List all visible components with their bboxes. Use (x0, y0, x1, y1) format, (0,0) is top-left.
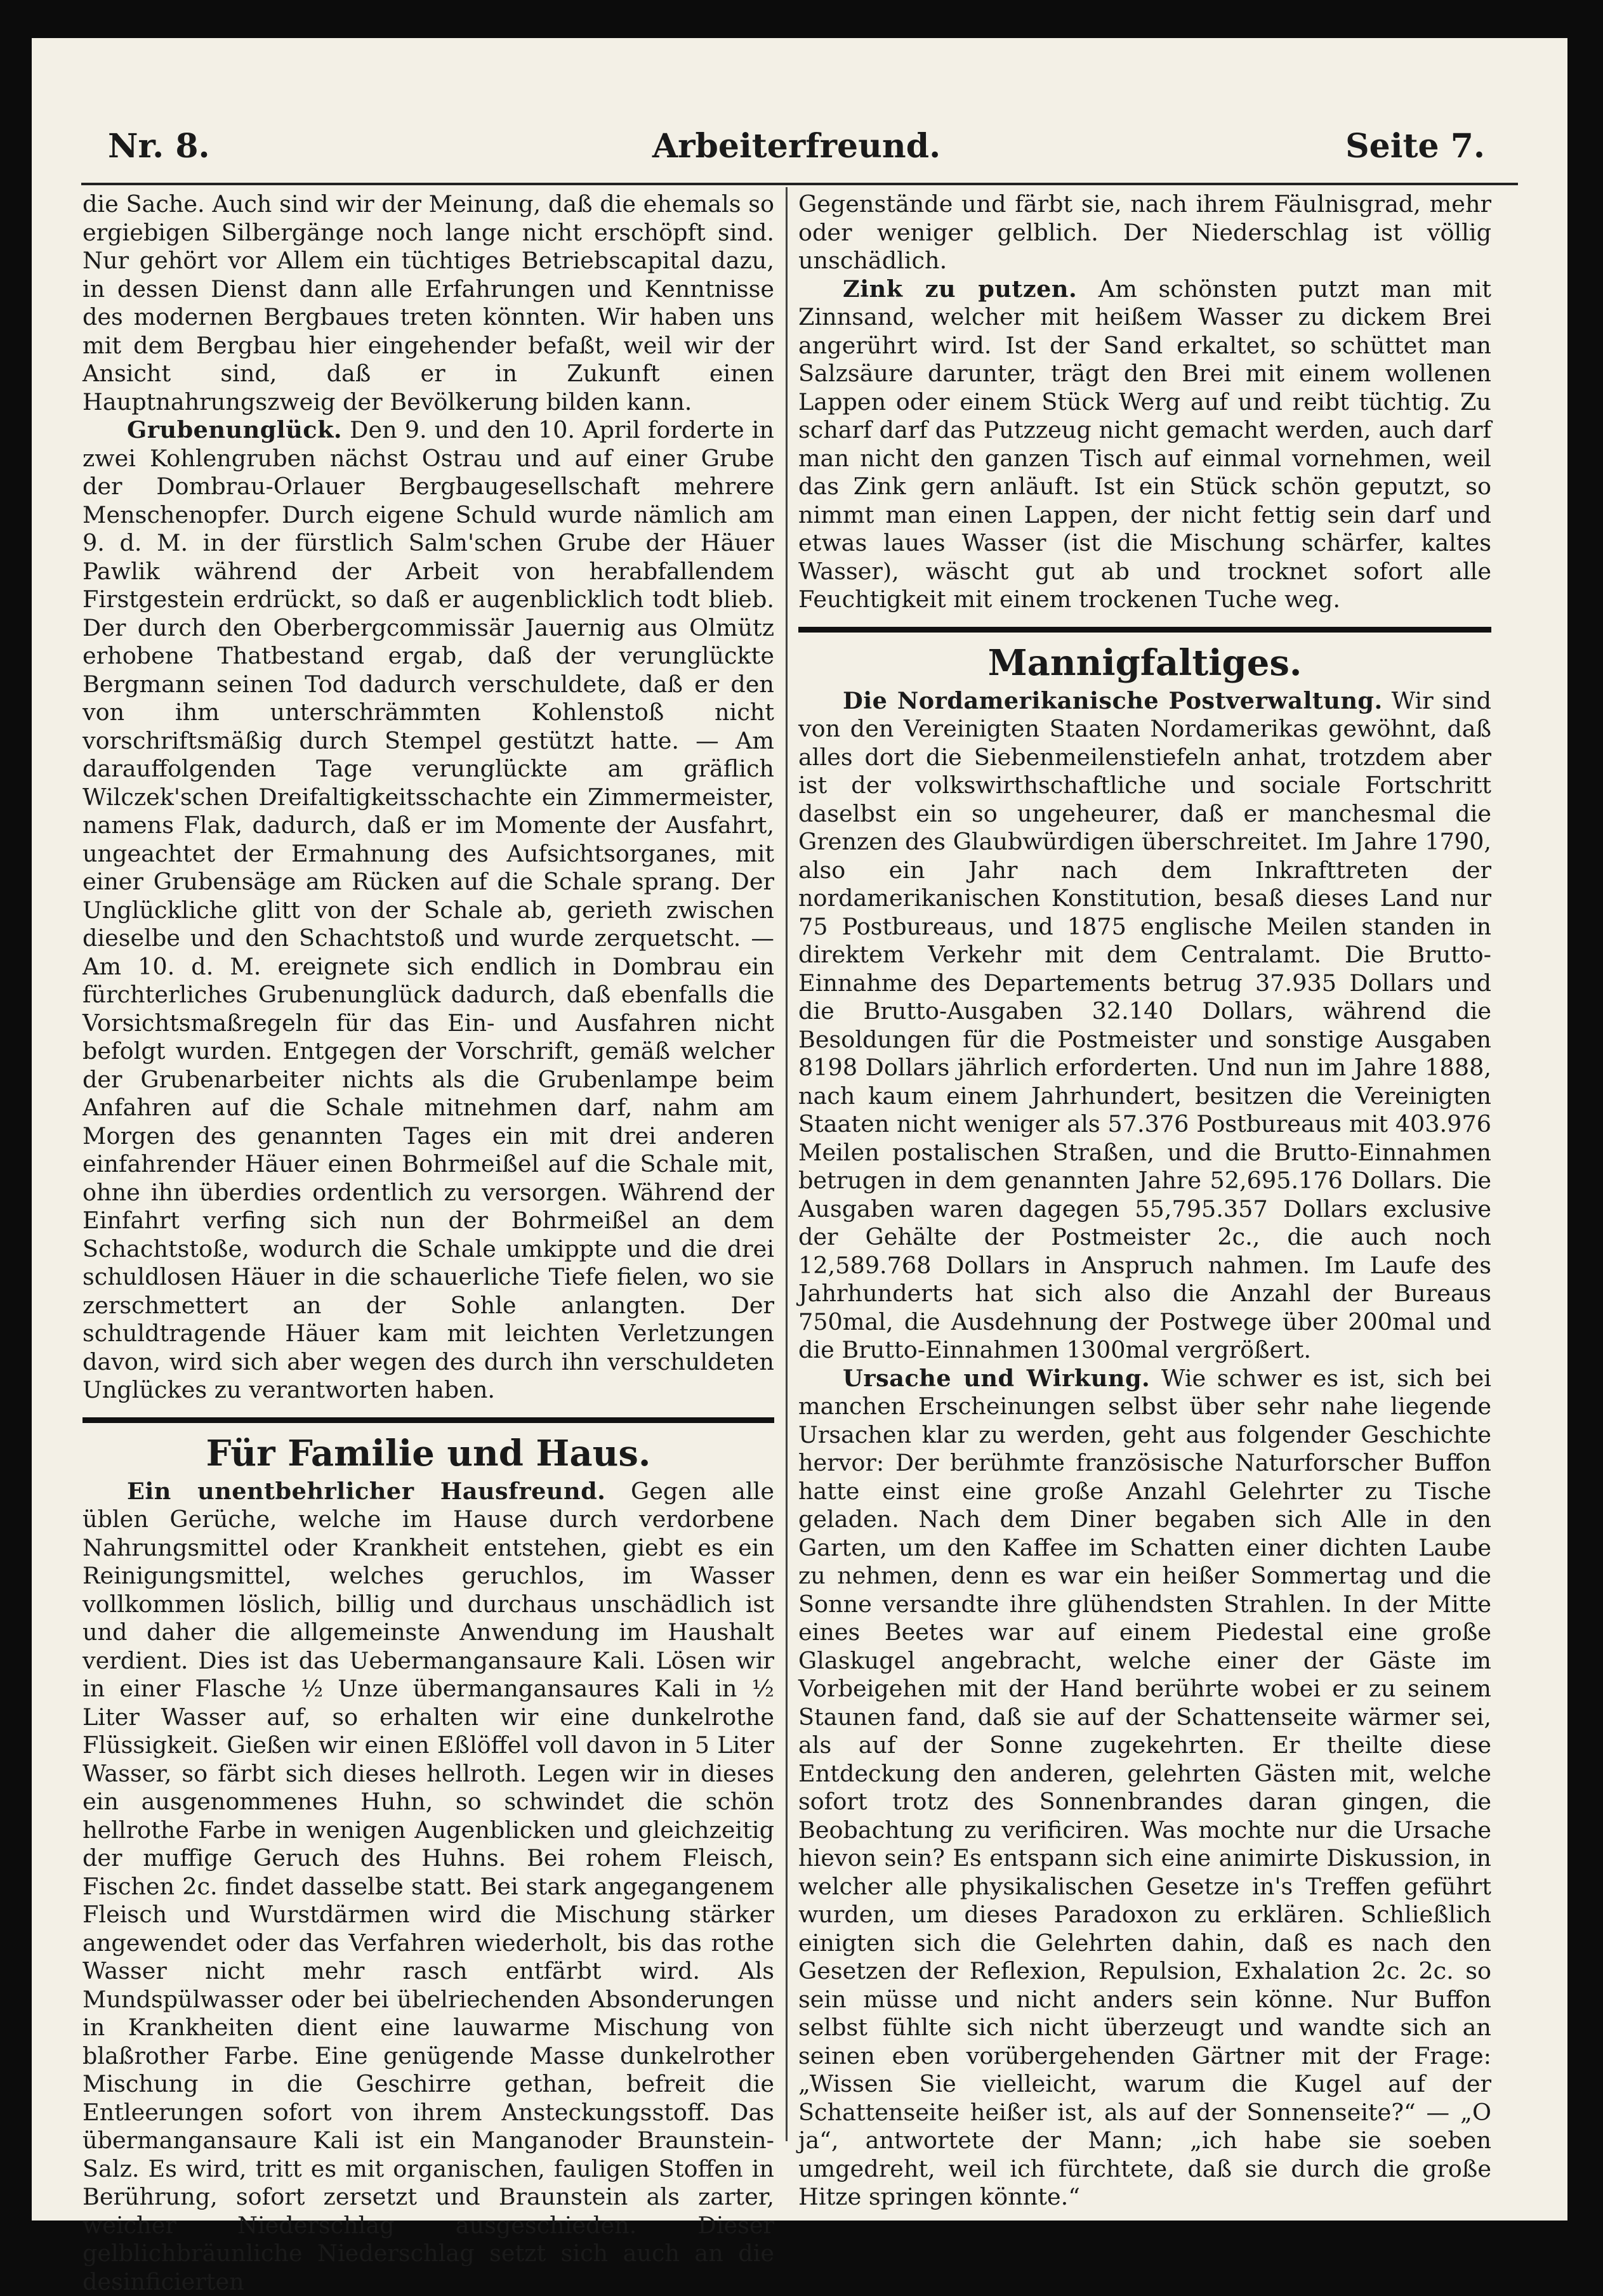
section-rule (798, 627, 1491, 633)
mining-paragraph: die Sache. Auch sind wir der Meinung, daß die ehemals so ergiebigen Silbergänge noch lange nicht erschöpft sind. Nur gehört vor Allem ein tüchtiges Betriebscapital dazu, in dessen Dienst dann alle Erfahrungen und Kenntnisse des modernen Bergbaues treten könnten. Wir haben uns mit dem Bergbau hier eingehender befaßt, weil wir der Ansicht sind, daß er in Zukunft einen Hauptnahrungszweig der Bevölkerung bilden kann. (82, 190, 774, 416)
column-divider (786, 187, 788, 2141)
article-text: Am schönsten putzt man mit Zinnsand, welcher mit heißem Wasser zu dickem Brei angerührt wird. Ist der Sand erkaltet, so schüttet man Salzsäure darunter, trägt den Brei mit einem wollenen Lappen oder einem Stück Werg auf und reibt tüchtig. Zu scharf darf das Putzzeug nicht gemacht werden, auch darf man nicht den ganzen Tisch auf einmal vornehmen, weil das Zink gern anläuft. Ist ein Stück schön geputzt, so nimmt man einen Lappen, der nicht fettig sein darf und etwas laues Wasser (ist die Mischung schärfer, kaltes Wasser), wäscht gut ab und trocknet sofort alle Feuchtigkeit mit einem trockenen Tuche weg. (798, 275, 1491, 613)
article-heading: Die Nordamerikanische Postverwaltung. (843, 687, 1383, 714)
section-rule (82, 1417, 774, 1423)
issue-number: Nr. 8. (108, 127, 210, 166)
right-column (798, 190, 1491, 2212)
header-rule (81, 183, 1518, 185)
section-title: Mannigfaltiges. (798, 643, 1491, 683)
article-heading: Zink zu putzen. (843, 275, 1077, 303)
article-text: Den 9. und den 10. April forderte in zwei Kohlengruben nächst Ostrau und auf einer Grube der Dombrau-Orlauer Bergbaugesellschaft mehrere Menschenopfer. Durch eigene Schuld wurde nämlich am 9. d. M. in der fürstlich Salm'schen Grube der Häuer Pawlik während der Arbeit von herabfallendem Firstgestein erdrückt, so daß er augenblicklich todt blieb. Der durch den Oberbergcommissär Jauernig aus Olmütz erhobene Thatbestand ergab, daß der verunglückte Bergmann seinen Tod dadurch verschuldete, daß er den von ihm unterschrämmten Kohlenstoß nicht vorschriftsmäßig durch Stempel gestützt hatte. — Am darauffolgenden Tage verunglückte am gräflich Wilczek'schen Dreifaltigkeitsschachte ein Zimmermeister, namens Flak, dadurch, daß er im Momente der Ausfahrt, ungeachtet der Ermahnung des Aufsichtsorganes, mit einer Grubensäge am Rücken auf die Schale sprang. Der Unglückliche glitt von der Schale ab, gerieth zwischen dieselbe und den Schachtstoß und wurde zerquetscht. — Am 10. d. M. ereignete sich endlich in Dombrau ein fürchterliches Grubenunglück dadurch, daß ebenfalls die Vorsichtsmaßregeln für das Ein- und Ausfahren nicht befolgt wurden. Entgegen der Vorschrift, gemäß welcher der Grubenarbeiter nichts als die Grubenlampe beim Anfahren auf die Schale mitnehmen darf, nahm am Morgen des genannten Tages ein mit drei anderen einfahrender Häuer einen Bohrmeißel auf die Schale mit, ohne ihn überdies ordentlich zu versorgen. Während der Einfahrt verfing sich nun der Bohrmeißel an dem Schachtstoße, wodurch die Schale umkippte und die drei schuldlosen Häuer in die schauerliche Tiefe fielen, wo sie zerschmettert an der Sohle anlangten. Der schuldtragende Häuer kam mit leichten Verletzungen davon, wird sich aber wegen des durch ihn verschuldeten Unglückes zu verantworten haben. (82, 416, 774, 1403)
left-column (82, 190, 774, 2296)
article-heading: Ursache und Wirkung. (843, 1365, 1150, 1392)
zinc-article (798, 275, 1491, 614)
newspaper-page (32, 38, 1567, 2221)
article-text: Wir sind von den Vereinigten Staaten Nordamerikas gewöhnt, daß alles dort die Siebenmeilenstiefeln anhat, trotzdem aber ist der volkswirthschaftliche und sociale Fortschritt daselbst ein so ungeheurer, daß er manchesmal die Grenzen des Glaubwürdigen überschreitet. Im Jahre 1790, also ein Jahr nach dem Inkrafttreten der nordamerikanischen Konstitution, besaß dieses Land nur 75 Postbureaus, und 1875 englische Meilen standen in direktem Verkehr mit dem Centralamt. Die Brutto-Einnahme des Departements betrug 37.935 Dollars und die Brutto-Ausgaben 32.140 Dollars, während die Besoldungen für die Postmeister und sonstige Ausgaben 8198 Dollars jährlich erforderten. Und nun im Jahre 1888, nach kaum einem Jahrhundert, besitzen die Vereinigten Staaten nicht weniger als 57.376 Postbureaus mit 403.976 Meilen postalischen Straßen, und die Brutto-Einnahmen betrugen in dem genannten Jahre 52,695.176 Dollars. Die Ausgaben waren dagegen 55,795.357 Dollars exclusive der Gehälte der Postmeister 2c., die auch noch 12,589.768 Dollars in Anspruch nahmen. Im Laufe des Jahrhunderts hat sich also die Anzahl der Bureaus 750mal, die Ausdehnung der Postwege über 200mal und die Brutto-Einnahmen 1300mal vergrößert. (798, 687, 1491, 1364)
cause-effect-article (798, 1365, 1491, 2212)
section-title: Für Familie und Haus. (82, 1433, 774, 1474)
article-heading: Grubenunglück. (127, 416, 342, 443)
postal-article (798, 687, 1491, 1365)
page-number: Seite 7. (1345, 127, 1485, 166)
household-article (82, 1478, 774, 2296)
article-heading: Ein unentbehrlicher Hausfreund. (127, 1478, 605, 1505)
article-text: Gegen alle üblen Gerüche, welche im Hause durch verdorbene Nahrungsmittel oder Krankheit entstehen, giebt es ein Reinigungsmittel, welches geruchlos, im Wasser vollkommen löslich, billig und durchaus unschädlich ist und daher die allgemeinste Anwendung im Haushalt verdient. Dies ist das Uebermangansaure Kali. Lösen wir in einer Flasche ½ Unze übermangansaures Kali in ½ Liter Wasser auf, so erhalten wir eine dunkelrothe Flüssigkeit. Gießen wir einen Eßlöffel voll davon in 5 Liter Wasser, so färbt sich dieses hellroth. Legen wir in dieses ein ausgenommenes Huhn, so schwindet die schön hellrothe Farbe in wenigen Augenblicken und gleichzeitig der muffige Geruch des Huhns. Bei rohem Fleisch, Fischen 2c. findet dasselbe statt. Bei stark angegangenem Fleisch und Wurstdärmen wird die Mischung stärker angewendet oder das Verfahren wiederholt, bis das rothe Wasser nicht mehr rasch entfärbt wird. Als Mundspülwasser oder bei übelriechenden Absonderungen in Krankheiten dient eine lauwarme Mischung von blaßrother Farbe. Eine genügende Masse dunkelrother Mischung in die Geschirre gethan, befreit die Entleerungen sofort von ihrem Ansteckungsstoff. Das übermangansaure Kali ist ein Manganoder Braunstein-Salz. Es wird, tritt es mit organischen, fauligen Stoffen in Berührung, sofort zersetzt und Braunstein als zarter, weicher Niederschlag ausgeschieden. Dieser gelblichbräunliche Niederschlag setzt sich auch an die desinficierten (82, 1478, 774, 2295)
continued-paragraph: Gegenstände und färbt sie, nach ihrem Fäulnisgrad, mehr oder weniger gelblich. Der Niederschlag ist völlig unschädlich. (798, 190, 1491, 275)
newspaper-title: Arbeiterfreund. (108, 127, 1485, 166)
page-header (108, 127, 1485, 171)
mine-accident-article (82, 416, 774, 1405)
article-text: Wie schwer es ist, sich bei manchen Erscheinungen selbst über sehr nahe liegende Ursachen klar zu werden, geht aus folgender Geschichte hervor: Der berühmte französische Naturforscher Buffon hatte einst eine große Anzahl Gelehrter zu Tische geladen. Nach dem Diner begaben sich Alle in den Garten, um den Kaffee im Schatten einer dichten Laube zu nehmen, denn es war ein heißer Sommertag und die Sonne versandte ihre glühendsten Strahlen. In der Mitte eines Beetes war auf einem Piedestal eine große Glaskugel angebracht, welche einer der Gäste im Vorbeigehen mit der Hand berührte wobei er zu seinem Staunen fand, daß sie auf der Schattenseite wärmer sei, als auf der Sonne zugekehrten. Er theilte diese Entdeckung den anderen, gelehrten Gästen mit, welche sofort trotz des Sonnenbrandes daran gingen, die Beobachtung zu verificiren. Was mochte nur die Ursache hievon sein? Es entspann sich eine animirte Diskussion, in welcher alle physikalischen Gesetze in's Treffen geführt wurden, um dieses Paradoxon zu erklären. Schließlich einigten sich die Gelehrten dahin, daß es nach den Gesetzen der Reflexion, Repulsion, Exhalation 2c. 2c. so sein müsse und nicht anders sein könne. Nur Buffon selbst fühlte sich nicht überzeugt und wandte sich an seinen eben vorübergehenden Gärtner mit der Frage: „Wissen Sie vielleicht, warum die Kugel auf der Schattenseite heißer ist, als auf der Sonnenseite?“ — „O ja“, antwortete der Mann; „ich habe sie soeben umgedreht, weil ich fürchtete, daß sie durch die große Hitze springen könnte.“ (798, 1365, 1491, 2211)
